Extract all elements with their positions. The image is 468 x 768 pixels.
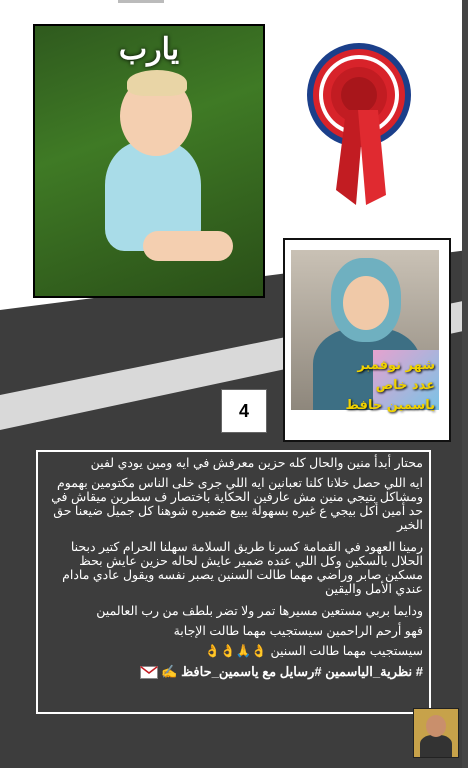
right-edge-bar [462, 0, 468, 768]
thumbnail-body [420, 735, 452, 757]
top-divider [118, 0, 164, 3]
hashtags-text: # نظرية_الياسمين #رسايل مع ياسمين_حافظ [181, 664, 423, 679]
author-thumbnail [413, 708, 459, 758]
praying-baby-photo [33, 24, 265, 298]
poem-paragraph-5: فهو أرحم الراحمين سيستجيب مهما طالت الإجابة [173, 624, 423, 638]
ribbon-tails-icon [326, 110, 396, 210]
page-number: 4 [221, 389, 267, 433]
baby-hair [127, 70, 187, 96]
poem-text-box [36, 450, 431, 714]
hashtags-line [44, 664, 423, 680]
author-portrait [283, 238, 451, 442]
portrait-caption-month: شهر نوفمبر [357, 358, 435, 373]
poem-paragraph-4: ودايما بربي مستعين مسيرها تمر ولا تضر بلطف من رب العالمين [96, 604, 423, 618]
baby-leg [143, 231, 233, 261]
portrait-caption-issue: عدد خاص [375, 378, 435, 393]
poem-paragraph-6 [44, 644, 423, 658]
poem-paragraph-2: ايه اللي حصل خلانا كلنا تعبانين ايه اللي جرى خلى الناس مكتومين بهموم ومشاكل بتيجي منين مش عارفين الحكاية باختصار ف سطرين ميقاش في حد أمين أكل بيجي ع غيره بسهولة يبيع ضميره شوهنا كل جميل ضيعنا حق الخير [51, 476, 423, 532]
portrait-face [343, 276, 389, 330]
poem-line-closing: سيستجيب مهما طالت السنين [270, 644, 423, 658]
hands-emoji-icon: 👌🙏👌👌 [204, 644, 267, 658]
photo-title: يارب [118, 32, 180, 67]
poem-paragraph-1: محتار أبدأ منين والحال كله حزين معرفش في ايه ومين يودي لفين [90, 456, 423, 470]
portrait-caption-author: ياسمين حافظ [345, 398, 435, 413]
mail-icon [140, 664, 158, 679]
poem-paragraph-3: رمينا العهود في القمامة كسرنا طريق السلامة سهلنا الحرام كتير دبحنا الحلال بالسكين وكل اللي عنده ضمير عايش لحاله حزين عايش بحظ مسكين صابر وراضي مهما طالت السنين يصبر نفسه ويقول عادي مادام عندي الأمل واليقين [62, 540, 423, 596]
thumbnail-face [426, 715, 446, 737]
writing-hand-icon: ✍️ [161, 664, 178, 679]
